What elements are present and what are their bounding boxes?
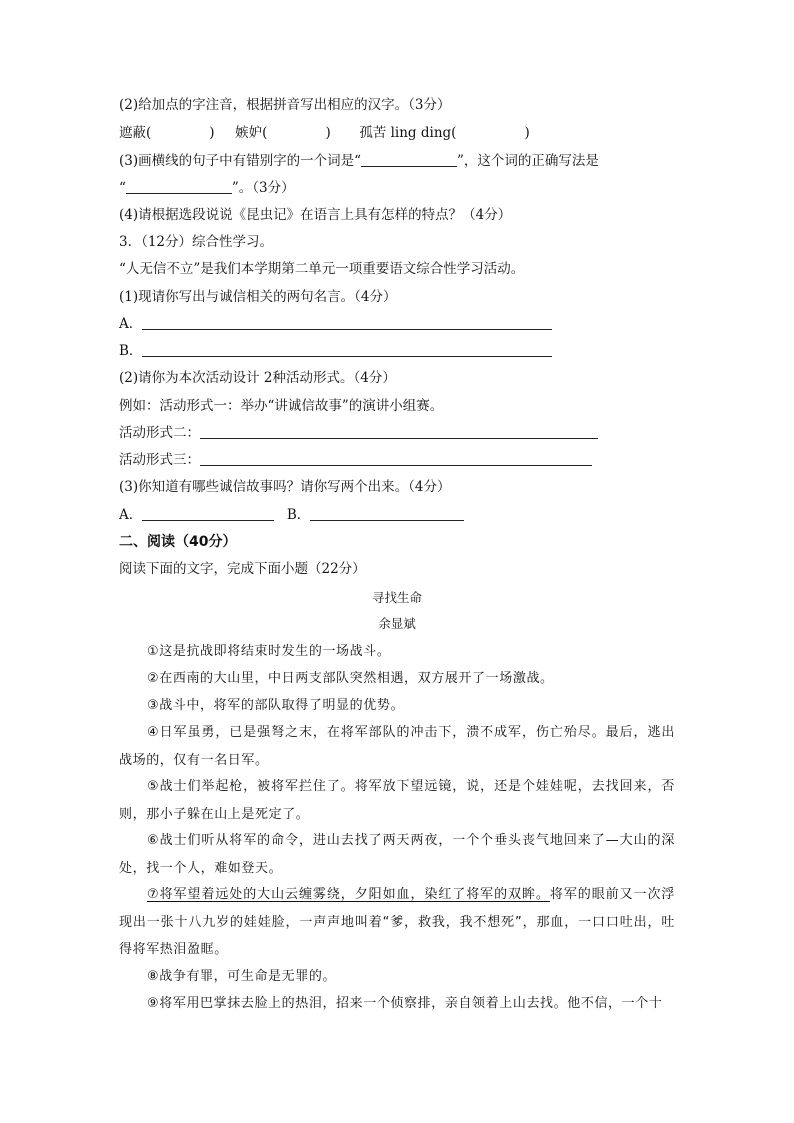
form-3-label: 活动形式三： [119,452,200,468]
story-b-blank[interactable] [310,506,464,521]
word-2-close: ) [325,125,331,141]
question-4-prompt: (4)请根据选段说说《昆虫记》在语言上具有怎样的特点？（4分） [119,207,512,223]
paragraph-6: ⑥战士们听从将军的命令，进山去找了两天两夜，一个个垂头丧气地回来了—大山的深处，找一个人，难如登天。 [119,833,675,876]
question-2-prompt: (2)给加点的字注音，根据拼音写出相应的汉字。（3分） [119,97,451,113]
story-answers-line [119,506,464,524]
section-3-intro: “人无信不立”是我们本学期第二单元一项重要语文综合性学习活动。 [119,261,525,277]
answer-a-label: A． [119,316,143,332]
paragraph-7-rest: 将军的眼前又一次浮现出一张十八九岁的娃娃脸，一声声地叫着“爹，救我，我不想死”，那血，一口口吐出，吐得将军热泪盈眶。 [119,887,676,957]
form-2-label: 活动形式二： [119,425,200,441]
question-3-blank-2[interactable] [126,179,232,194]
question-3-text-c: “ [119,180,126,196]
word-3-label: 孤苦 ling ding( [359,125,457,141]
story-b-label: B． [286,507,311,523]
question-3-line2 [119,179,295,197]
form-3-line [119,451,592,469]
article-author: 余显斌 [378,616,416,631]
paragraph-5: ⑤战士们举起枪，被将军拦住了。将军放下望远镜，说，还是个娃娃呢，去找回来，否则，那小子躲在山上是死定了。 [119,779,675,822]
paragraph-9: ⑨将军用巴掌抹去脸上的热泪，招来一个侦察排，亲自领着上山去找。他不信，一个十 [147,996,663,1011]
form-2-blank[interactable] [200,424,598,439]
story-a-label: A． [119,507,143,523]
paragraph-4: ④日军虽勇，已是强弩之末，在将军部队的冲击下，溃不成军，伤亡殆尽。最后，逃出战场的，仅有一名日军。 [119,725,675,768]
reading-heading: 二、阅读（40分） [119,534,237,550]
answer-b-label: B． [119,343,143,359]
question-3-text-b: ”，这个词的正确写法是 [457,153,599,169]
section-3-q1: (1)现请你写出与诚信相关的两句名言。（4分） [119,289,397,305]
question-3-blank-1[interactable] [361,152,457,167]
underlined-sentence: ⑦将军望着远处的大山云缠雾绕，夕阳如血，染红了将军的双眸。 [147,887,550,902]
section-3-q3: (3)你知道有哪些诚信故事吗？请你写两个出来。（4分） [119,479,451,495]
reading-instruction: 阅读下面的文字，完成下面小题（22分） [119,561,366,577]
article-title: 寻找生命 [371,590,422,605]
answer-a-line [119,315,552,333]
section-3-example: 例如：活动形式一：举办“讲诚信故事”的演讲小组赛。 [119,398,444,414]
form-2-line [119,424,598,442]
word-1-label: 遮蔽( [119,125,152,141]
paragraph-3: ③战斗中，将军的部队取得了明显的优势。 [147,698,405,713]
story-a-blank[interactable] [142,506,274,521]
word-3-close: ) [524,125,530,141]
paragraph-1: ①这是抗战即将结束时发生的一场战斗。 [147,644,391,659]
paragraph-7 [119,881,675,964]
section-3-title: 3．（12分）综合性学习。 [119,234,274,250]
answer-b-blank[interactable] [142,342,552,357]
question-3-text-d: ”。（3分） [231,180,295,196]
paragraph-8: ⑧战争有罪，可生命是无罪的。 [147,969,337,984]
answer-b-line [119,342,552,360]
word-1-close: ) [209,125,215,141]
form-3-blank[interactable] [200,451,592,466]
paragraph-2: ②在西南的大山里，中日两支部队突然相遇，双方展开了一场激战。 [147,671,554,686]
section-3-q2: (2)请你为本次活动设计 2种活动形式。（4分） [119,370,396,386]
answer-a-blank[interactable] [142,315,552,330]
question-3-line1 [119,152,599,170]
word-2-label: 嫉妒( [235,125,268,141]
question-2-words [119,124,530,142]
question-3-text-a: (3)画横线的句子中有错别字的一个词是“ [119,153,362,169]
